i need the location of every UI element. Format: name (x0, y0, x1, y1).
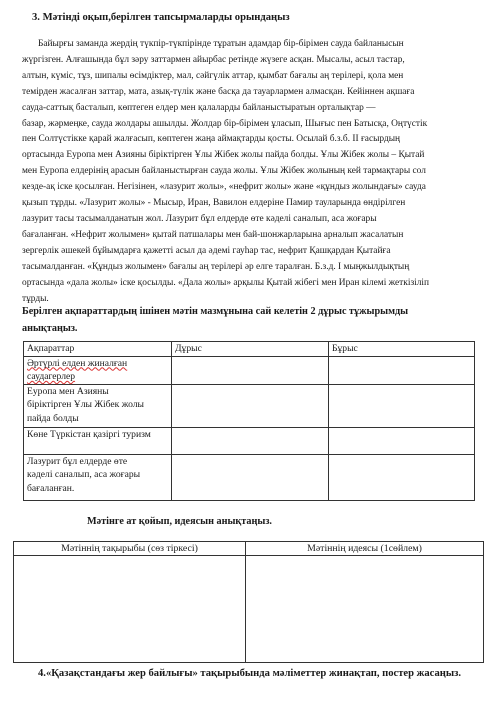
text-line: темірден жасалған заттар, мата, азық-түлік және басқа да тауарлармен алмасқан. Кейіннен ақшаға (22, 86, 415, 97)
true-answer-cell[interactable] (172, 356, 329, 384)
task-4: 4.«Қазақстандағы жер байлығы» тақырыбында мәліметтер жинақтап, постер жасаңыз. (38, 668, 462, 679)
true-answer-cell[interactable] (172, 384, 329, 427)
false-answer-cell[interactable] (329, 356, 475, 384)
text-line: бағаланған. «Нефрит жолымен» қытай патшалары мен бай-шонжарларына арналып жасалатын (22, 229, 404, 240)
false-answer-cell[interactable] (329, 384, 475, 427)
statement-line: саудагерлер (27, 371, 76, 383)
false-answer-cell[interactable] (329, 427, 475, 454)
text-line: лазурит тасы тасымалданатын жол. Лазурит бұл елдерде өте кәделі саналып, аса жоғары (22, 213, 377, 224)
statement-line: бағаланған. (27, 482, 75, 494)
idea-answer-cell[interactable] (246, 556, 484, 663)
table-row (24, 384, 475, 427)
statement-cell (24, 427, 172, 454)
text-line: жүргізген. Алғашында бұл зәру заттармен айырбас ретінде жүзеге асқан. Мысалы, асыл тастар, (22, 54, 405, 65)
text-line: ортасында Еуропа мен Азияны біріктірген Ұлы Жібек жолы пайда болды. Ұлы Жібек жолы – Қытай (22, 150, 425, 161)
statement-line: Еуропа мен Азияны (27, 385, 109, 397)
task-3-title: 3. Мәтінді оқып,берілген тапсырмаларды орындаңыз (32, 12, 290, 23)
header-text-title: Мәтіннің тақырыбы (сөз тіркесі) (14, 542, 246, 556)
text-line: қызып тұрды. «Лазурит жолы» - Мысыр, Иран, Вавилон елдеріне Памир тауларында өндірілген (22, 198, 406, 209)
text-line: сауда-саттық басталып, көптеген елдер мен қалаларды байланыстыратын орталықтар — (22, 102, 376, 113)
question-2: Мәтінге ат қойып, идеясын анықтаңыз. (87, 516, 272, 527)
true-answer-cell[interactable] (172, 454, 329, 500)
text-line: мен Еуропа елдерінің арасын байланыстырған сауда жолы. Ұлы Жібек жолының кей тармақтары сол (22, 166, 426, 177)
text-line: пен Солтүстікке қарай жалғасып, көптеген жаңа аймақтарды қосты. Осылай б.з.б. II ғасырдың (22, 134, 401, 145)
text-line: зергерлік әшекей бұйымдарға қажетті асыл да әдемі гауһар тас, нефрит Қашқардан Қытайға (22, 245, 391, 256)
true-false-table (23, 341, 475, 501)
question-1 (22, 303, 482, 337)
title-answer-cell[interactable] (14, 556, 246, 663)
question-1-line: Берілген ақпараттардың ішінен мәтін мазмұнына сай келетін 2 дұрыс тұжырымды (22, 306, 409, 317)
text-line: Байырғы заманда жердің түкпір-түкпірінде тұратын адамдар бір-бірімен сауда байланысын (38, 39, 404, 49)
text-line: тасымалданған. «Құндыз жолымен» бағалы аң терілері әр елге таралған. Б.з.д. І мыңжылдықтың (22, 261, 410, 272)
statement-cell (24, 384, 172, 427)
text-line: алтын, күміс, тұз, шипалы өсімдіктер, мал, сәйгүлік аттар, қымбат бағалы аң терілері, қола мен (22, 70, 404, 81)
table-row (24, 356, 475, 384)
table-row (14, 556, 484, 663)
text-line: тұрды. (22, 293, 49, 304)
statement-line: Лазурит бұл елдерде өте (27, 455, 128, 467)
true-answer-cell[interactable] (172, 427, 329, 454)
statement-line: Көне Түркістан қазіргі туризм (27, 428, 151, 440)
statement-line: пайда болды (27, 412, 79, 424)
text-line: ортасында «дала жолы» іске қосылды. «Дала жолы» арқылы Қытай жібегі мен Иран кілемі жеткізіліп (22, 277, 430, 288)
question-1-line: анықтаңыз. (22, 323, 78, 334)
title-idea-table (13, 541, 484, 663)
header-false: Бұрыс (329, 342, 475, 357)
text-line: базар, жәрмеңке, сауда жолдары ашылды. Жолдар бір-бірімен ұласып, Шығыс пен Батысқа, Оңтүстік (22, 118, 428, 129)
table-row (24, 427, 475, 454)
header-text-idea: Мәтіннің идеясы (1сөйлем) (246, 542, 484, 556)
header-information: Ақпараттар (24, 342, 172, 357)
header-true: Дұрыс (172, 342, 329, 357)
false-answer-cell[interactable] (329, 454, 475, 500)
statement-line: кәделі саналып, аса жоғары (27, 469, 141, 481)
reading-text (22, 37, 482, 307)
statement-line: Әртүрлі елден жиналған (27, 357, 128, 369)
statement-cell (24, 356, 172, 384)
statement-line: біріктірген Ұлы Жібек жолы (27, 399, 144, 411)
statement-cell (24, 454, 172, 500)
text-line: кезде-ақ іске қосылған. Негізінен, «лазурит жолы», «нефрит жолы» және «құндыз жолындағы» сауда (22, 182, 426, 193)
table-row (24, 454, 475, 500)
